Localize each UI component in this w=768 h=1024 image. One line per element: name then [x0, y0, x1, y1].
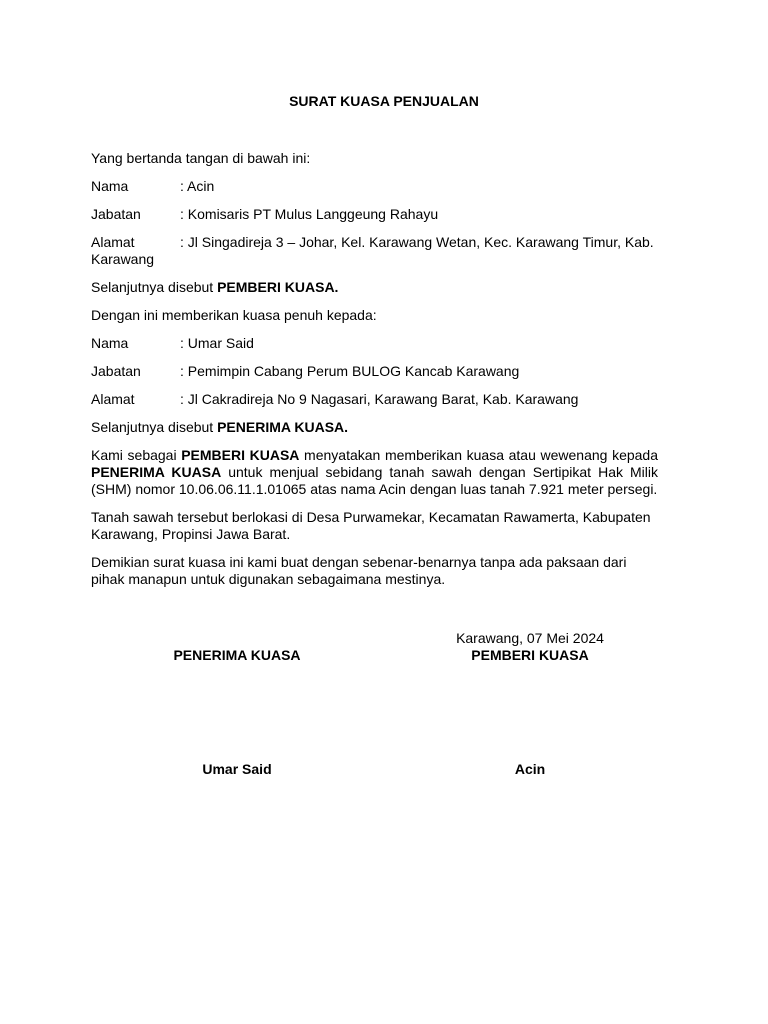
penerima-jabatan-field	[91, 363, 658, 380]
field-value: : Acin	[180, 178, 215, 194]
left-signature-role: PENERIMA KUASA	[173, 647, 301, 663]
field-label: Alamat	[91, 234, 135, 250]
field-label: Jabatan	[91, 363, 141, 379]
closing-prefix: Selanjutnya disebut	[91, 279, 218, 295]
penerima-nama-field	[91, 335, 658, 352]
field-value: : Umar Said	[180, 335, 254, 351]
closing-paragraph: Demikian surat kuasa ini kami buat dengan sebenar-benarnya tanpa ada paksaan dari pihak manapun untuk digunakan sebagaimana mestinya.	[91, 554, 627, 587]
closing-bold: PENERIMA KUASA.	[217, 419, 349, 435]
pemberi-nama-field	[91, 178, 658, 195]
penerima-alamat-field	[91, 391, 658, 408]
pemberi-closing	[91, 279, 658, 296]
field-value: : Pemimpin Cabang Perum BULOG Kancab Karawang	[180, 363, 520, 379]
closing-prefix: Selanjutnya disebut	[91, 419, 218, 435]
field-value: : Jl Singadireja 3 – Johar, Kel. Karawang Wetan, Kec. Karawang Timur, Kab. Karawang	[91, 234, 654, 267]
statement-bold2: PENERIMA KUASA	[91, 464, 222, 480]
statement-part2: menyatakan memberikan kuasa atau wewenang kepada	[299, 447, 658, 463]
location-paragraph: Tanah sawah tersebut berlokasi di Desa Purwamekar, Kecamatan Rawamerta, Kabupaten Karawang, Propinsi Jawa Barat.	[91, 509, 651, 542]
field-value: : Jl Cakradireja No 9 Nagasari, Karawang Barat, Kab. Karawang	[180, 391, 579, 407]
grant-text: Dengan ini memberikan kuasa penuh kepada:	[91, 307, 377, 323]
intro-text: Yang bertanda tangan di bawah ini:	[91, 150, 311, 166]
statement-bold1: PEMBERI KUASA	[181, 447, 300, 463]
field-label: Nama	[91, 178, 129, 194]
closing-bold: PEMBERI KUASA.	[217, 279, 339, 295]
pemberi-jabatan-field	[91, 206, 658, 223]
place-date: Karawang, 07 Mei 2024	[456, 630, 604, 646]
statement-part3: untuk menjual sebidang tanah sawah dengan Sertipikat Hak Milik (SHM) nomor 10.06.06.11.1.01065 atas nama Acin dengan luas tanah 7.921 meter persegi.	[91, 464, 659, 497]
right-signature-role: PEMBERI KUASA	[471, 647, 589, 663]
field-label: Alamat	[91, 391, 135, 407]
right-signature-name: Acin	[514, 761, 546, 777]
left-signature-name: Umar Said	[202, 761, 272, 777]
pemberi-alamat-field	[91, 234, 658, 268]
field-value: : Komisaris PT Mulus Langgeung Rahayu	[180, 206, 439, 222]
statement-paragraph	[91, 447, 658, 498]
penerima-closing	[91, 419, 658, 436]
document-body	[91, 150, 658, 599]
field-label: Nama	[91, 335, 129, 351]
field-label: Jabatan	[91, 206, 141, 222]
document-title: SURAT KUASA PENJUALAN	[289, 93, 479, 109]
statement-part1: Kami sebagai	[91, 447, 182, 463]
